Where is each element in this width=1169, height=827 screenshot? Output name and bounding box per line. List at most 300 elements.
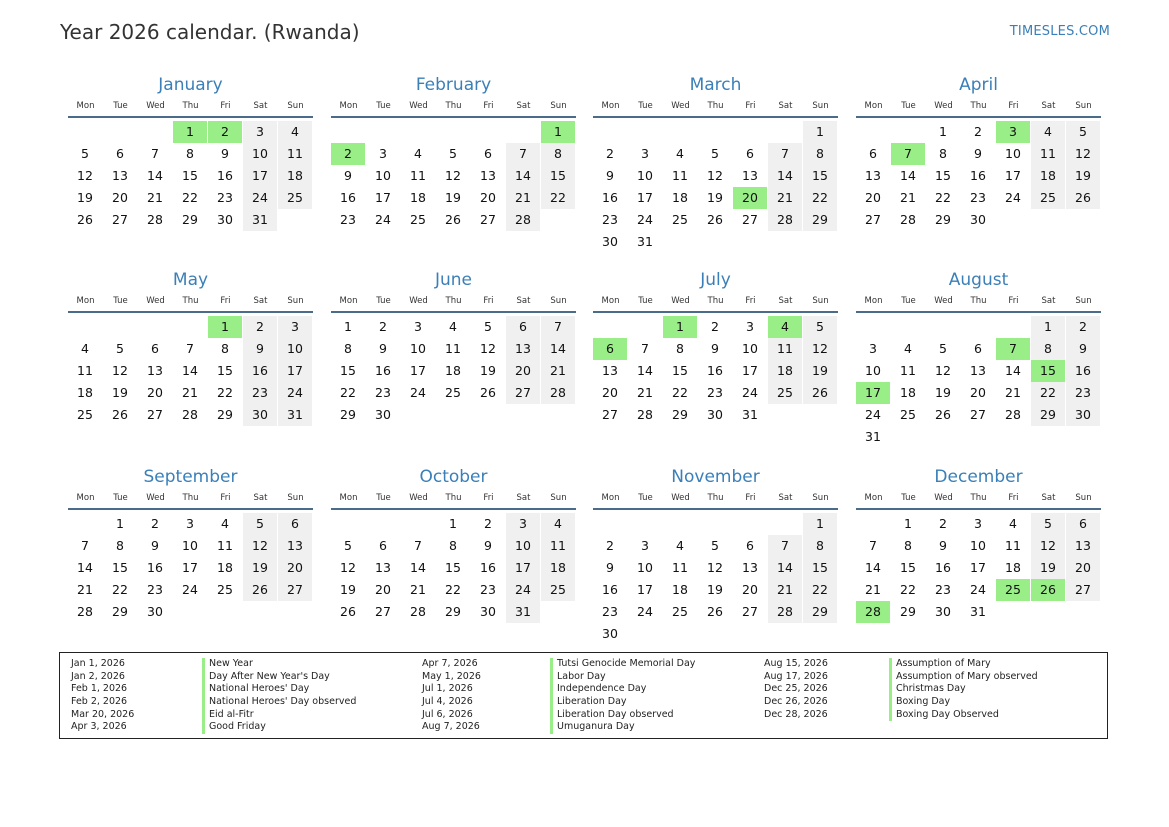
day-cell: 4 (414, 146, 422, 161)
day-cell: 10 (410, 341, 426, 356)
day-cell: 22 (900, 582, 916, 597)
month-october (331, 466, 576, 645)
month-september (68, 466, 313, 645)
day-cell: 22 (340, 385, 356, 400)
holiday-date: Dec 26, 2026 (764, 696, 828, 708)
holiday-date: Mar 20, 2026 (71, 708, 135, 720)
weekday-label: Tue (376, 101, 391, 111)
holiday-date: Dec 25, 2026 (764, 683, 828, 695)
day-cell: 16 (935, 560, 951, 575)
weekday-header (68, 491, 313, 505)
holiday-day-cell: 6 (593, 338, 627, 360)
holiday-date: Dec 28, 2026 (764, 708, 828, 720)
day-cell: 14 (506, 165, 540, 187)
weekday-label: Sun (287, 296, 304, 306)
day-cell: 17 (410, 363, 426, 378)
month-name: March (689, 75, 742, 95)
day-cell: 9 (1066, 338, 1100, 360)
holiday-names-column (550, 658, 695, 734)
holiday-day-cell: 15 (1031, 360, 1065, 382)
holiday-date: Jul 1, 2026 (422, 683, 473, 695)
weekday-label: Sun (550, 493, 567, 503)
holiday-dates-column (71, 658, 134, 734)
day-cell: 28 (637, 407, 653, 422)
day-cell: 2 (1066, 316, 1100, 338)
weekday-label: Tue (901, 101, 916, 111)
day-grid (68, 316, 313, 448)
day-cell: 11 (278, 143, 312, 165)
day-cell: 14 (768, 165, 802, 187)
day-cell: 27 (147, 407, 163, 422)
day-cell: 21 (410, 582, 426, 597)
month-december (856, 466, 1101, 645)
holiday-dates-column (422, 658, 481, 734)
day-cell: 13 (480, 168, 496, 183)
weekday-label: Sun (550, 101, 567, 111)
day-cell: 17 (506, 557, 540, 579)
day-cell: 5 (803, 316, 837, 338)
day-cell: 5 (81, 146, 89, 161)
day-cell: 20 (506, 360, 540, 382)
day-cell: 6 (974, 341, 982, 356)
weekday-label: Sun (1075, 296, 1092, 306)
holiday-name: Tutsi Genocide Memorial Day (550, 658, 695, 671)
day-cell: 13 (602, 363, 618, 378)
day-cell: 20 (602, 385, 618, 400)
day-cell: 25 (278, 187, 312, 209)
day-cell: 10 (637, 560, 653, 575)
day-cell: 15 (340, 363, 356, 378)
day-cell: 26 (1066, 187, 1100, 209)
day-cell: 18 (900, 385, 916, 400)
day-cell: 24 (243, 187, 277, 209)
weekday-label: Tue (376, 296, 391, 306)
day-cell: 25 (672, 604, 688, 619)
day-cell: 2 (606, 146, 614, 161)
weekday-header (856, 491, 1101, 505)
day-cell: 10 (182, 538, 198, 553)
day-cell: 26 (935, 407, 951, 422)
day-cell: 29 (182, 212, 198, 227)
day-cell: 1 (904, 516, 912, 531)
day-cell: 12 (77, 168, 93, 183)
holiday-day-cell: 2 (331, 143, 365, 165)
holiday-legend (59, 652, 1108, 739)
weekday-header (856, 99, 1101, 113)
holiday-date: Aug 7, 2026 (422, 721, 480, 733)
day-cell: 15 (803, 557, 837, 579)
weekday-label: Thu (445, 101, 462, 111)
holiday-day-cell: 25 (996, 579, 1030, 601)
weekday-label: Thu (707, 296, 724, 306)
day-cell: 31 (243, 209, 277, 231)
day-cell: 9 (344, 168, 352, 183)
month-divider (68, 116, 313, 118)
day-cell: 12 (340, 560, 356, 575)
holiday-day-cell: 26 (1031, 579, 1065, 601)
holiday-day-cell: 2 (208, 121, 242, 143)
weekday-label: Thu (182, 296, 199, 306)
day-cell: 15 (672, 363, 688, 378)
day-cell: 16 (1066, 360, 1100, 382)
day-cell: 23 (243, 382, 277, 404)
day-cell: 13 (112, 168, 128, 183)
day-cell: 3 (869, 341, 877, 356)
holiday-day-cell: 1 (663, 316, 697, 338)
day-cell: 13 (375, 560, 391, 575)
day-cell: 30 (602, 234, 618, 249)
day-cell: 19 (480, 363, 496, 378)
day-cell: 4 (541, 513, 575, 535)
day-cell: 19 (112, 385, 128, 400)
day-cell: 12 (707, 168, 723, 183)
day-cell: 22 (1031, 382, 1065, 404)
day-cell: 12 (480, 341, 496, 356)
day-cell: 6 (746, 146, 754, 161)
day-cell: 30 (707, 407, 723, 422)
month-divider (593, 508, 838, 510)
day-cell: 16 (707, 363, 723, 378)
weekday-label: Tue (376, 493, 391, 503)
day-cell: 14 (900, 168, 916, 183)
day-cell: 24 (637, 604, 653, 619)
day-cell: 4 (676, 538, 684, 553)
weekday-label: Sat (516, 101, 531, 111)
day-cell: 23 (602, 212, 618, 227)
day-cell: 24 (865, 407, 881, 422)
weekday-header (593, 99, 838, 113)
holiday-names-column (202, 658, 356, 734)
day-grid (593, 513, 838, 645)
day-cell: 1 (939, 124, 947, 139)
day-cell: 22 (182, 190, 198, 205)
day-cell: 1 (803, 121, 837, 143)
day-grid (856, 121, 1101, 253)
weekday-label: Mon (76, 296, 95, 306)
day-cell: 25 (445, 385, 461, 400)
day-grid (68, 513, 313, 645)
day-cell: 17 (742, 363, 758, 378)
day-cell: 30 (217, 212, 233, 227)
day-cell: 17 (637, 190, 653, 205)
day-cell: 19 (243, 557, 277, 579)
day-cell: 22 (803, 187, 837, 209)
day-cell: 4 (278, 121, 312, 143)
day-cell: 23 (217, 190, 233, 205)
day-cell: 2 (939, 516, 947, 531)
day-cell: 5 (711, 538, 719, 553)
day-cell: 30 (935, 604, 951, 619)
weekday-label: Fri (1008, 296, 1019, 306)
weekday-label: Fri (220, 493, 231, 503)
day-cell: 25 (217, 582, 233, 597)
month-divider (331, 116, 576, 118)
day-cell: 8 (186, 146, 194, 161)
day-cell: 27 (480, 212, 496, 227)
month-name: February (415, 75, 492, 95)
holiday-date: Jan 1, 2026 (71, 658, 125, 669)
weekday-label: Mon (601, 296, 620, 306)
month-divider (68, 311, 313, 313)
day-cell: 24 (742, 385, 758, 400)
month-divider (856, 508, 1101, 510)
day-cell: 28 (77, 604, 93, 619)
day-cell: 30 (375, 407, 391, 422)
day-cell: 8 (904, 538, 912, 553)
weekday-label: Sat (1041, 296, 1056, 306)
day-cell: 31 (506, 601, 540, 623)
day-cell: 27 (1066, 579, 1100, 601)
day-cell: 10 (243, 143, 277, 165)
day-cell: 8 (344, 341, 352, 356)
day-cell: 22 (803, 579, 837, 601)
day-cell: 8 (116, 538, 124, 553)
day-cell: 10 (1005, 146, 1021, 161)
day-cell: 21 (865, 582, 881, 597)
day-cell: 7 (768, 535, 802, 557)
day-cell: 28 (410, 604, 426, 619)
day-grid (593, 121, 838, 253)
month-november (593, 466, 838, 645)
day-cell: 16 (970, 168, 986, 183)
day-cell: 23 (375, 385, 391, 400)
month-february (331, 74, 576, 253)
weekday-label: Tue (638, 296, 653, 306)
day-cell: 24 (506, 579, 540, 601)
day-cell: 18 (1031, 165, 1065, 187)
weekday-label: Wed (671, 296, 690, 306)
day-cell: 2 (484, 516, 492, 531)
day-cell: 29 (672, 407, 688, 422)
day-cell: 12 (445, 168, 461, 183)
holiday-name: Christmas Day (889, 683, 1038, 696)
day-cell: 29 (112, 604, 128, 619)
weekday-label: Sat (253, 296, 268, 306)
month-july (593, 269, 838, 448)
day-cell: 3 (243, 121, 277, 143)
weekday-label: Wed (934, 493, 953, 503)
day-cell: 6 (278, 513, 312, 535)
day-cell: 7 (151, 146, 159, 161)
day-cell: 5 (711, 146, 719, 161)
holiday-dates-column (764, 658, 828, 721)
weekday-header (593, 294, 838, 308)
holiday-date: Feb 1, 2026 (71, 683, 128, 695)
holiday-day-cell: 1 (173, 121, 207, 143)
day-cell: 13 (742, 168, 758, 183)
day-cell: 10 (970, 538, 986, 553)
weekday-label: Sun (287, 493, 304, 503)
holiday-name: New Year (202, 658, 356, 671)
weekday-label: Fri (483, 101, 494, 111)
day-cell: 15 (935, 168, 951, 183)
day-cell: 2 (379, 319, 387, 334)
weekday-label: Fri (745, 101, 756, 111)
day-cell: 17 (243, 165, 277, 187)
day-cell: 25 (768, 382, 802, 404)
weekday-label: Sun (812, 493, 829, 503)
day-cell: 9 (151, 538, 159, 553)
site-link[interactable]: TIMESLES.COM (1009, 24, 1110, 39)
day-cell: 10 (865, 363, 881, 378)
weekday-label: Tue (113, 493, 128, 503)
weekday-label: Tue (638, 493, 653, 503)
day-cell: 25 (900, 407, 916, 422)
weekday-label: Fri (483, 296, 494, 306)
day-cell: 18 (410, 190, 426, 205)
day-cell: 11 (672, 560, 688, 575)
day-cell: 26 (707, 212, 723, 227)
day-cell: 29 (803, 601, 837, 623)
day-cell: 9 (221, 146, 229, 161)
day-cell: 29 (217, 407, 233, 422)
month-name: January (158, 75, 223, 95)
holiday-name: Eid al-Fitr (202, 709, 356, 722)
weekday-header (593, 491, 838, 505)
month-january (68, 74, 313, 253)
day-cell: 5 (939, 341, 947, 356)
weekday-label: Sat (778, 101, 793, 111)
weekday-label: Fri (1008, 101, 1019, 111)
day-cell: 17 (375, 190, 391, 205)
month-name: July (700, 270, 731, 290)
day-cell: 16 (147, 560, 163, 575)
day-cell: 24 (375, 212, 391, 227)
holiday-day-cell: 28 (856, 601, 890, 623)
day-cell: 12 (803, 338, 837, 360)
weekday-label: Thu (182, 101, 199, 111)
day-cell: 15 (541, 165, 575, 187)
day-cell: 17 (278, 360, 312, 382)
day-cell: 27 (602, 407, 618, 422)
day-cell: 9 (711, 341, 719, 356)
weekday-label: Tue (901, 493, 916, 503)
day-cell: 20 (278, 557, 312, 579)
day-cell: 15 (445, 560, 461, 575)
day-cell: 17 (637, 582, 653, 597)
day-cell: 21 (182, 385, 198, 400)
day-cell: 24 (182, 582, 198, 597)
day-cell: 4 (1009, 516, 1017, 531)
day-cell: 26 (243, 579, 277, 601)
day-cell: 12 (707, 560, 723, 575)
day-cell: 20 (865, 190, 881, 205)
holiday-day-cell: 7 (891, 143, 925, 165)
weekday-label: Fri (483, 493, 494, 503)
weekday-label: Fri (1008, 493, 1019, 503)
day-cell: 14 (637, 363, 653, 378)
day-cell: 19 (77, 190, 93, 205)
month-march (593, 74, 838, 253)
day-cell: 24 (970, 582, 986, 597)
weekday-label: Tue (113, 296, 128, 306)
day-cell: 10 (375, 168, 391, 183)
day-cell: 4 (676, 146, 684, 161)
weekday-label: Wed (934, 101, 953, 111)
weekday-label: Wed (146, 101, 165, 111)
day-cell: 20 (375, 582, 391, 597)
weekday-label: Sat (1041, 101, 1056, 111)
day-cell: 23 (147, 582, 163, 597)
weekday-label: Sat (253, 101, 268, 111)
day-cell: 1 (116, 516, 124, 531)
day-cell: 3 (278, 316, 312, 338)
day-cell: 12 (1031, 535, 1065, 557)
weekday-label: Wed (934, 296, 953, 306)
day-cell: 18 (768, 360, 802, 382)
day-cell: 5 (484, 319, 492, 334)
day-cell: 10 (637, 168, 653, 183)
day-cell: 4 (904, 341, 912, 356)
day-cell: 16 (217, 168, 233, 183)
holiday-date: Feb 2, 2026 (71, 696, 128, 708)
day-cell: 8 (221, 341, 229, 356)
day-cell: 29 (340, 407, 356, 422)
weekday-label: Wed (146, 493, 165, 503)
day-cell: 9 (484, 538, 492, 553)
day-cell: 22 (672, 385, 688, 400)
month-name: May (172, 270, 209, 290)
day-cell: 19 (935, 385, 951, 400)
weekday-label: Mon (601, 101, 620, 111)
day-cell: 27 (375, 604, 391, 619)
day-cell: 3 (186, 516, 194, 531)
day-cell: 14 (865, 560, 881, 575)
day-cell: 22 (445, 582, 461, 597)
day-cell: 4 (221, 516, 229, 531)
day-cell: 21 (77, 582, 93, 597)
day-cell: 7 (414, 538, 422, 553)
day-cell: 27 (506, 382, 540, 404)
holiday-day-cell: 20 (733, 187, 767, 209)
day-cell: 18 (672, 582, 688, 597)
day-cell: 31 (970, 604, 986, 619)
day-cell: 28 (900, 212, 916, 227)
day-cell: 19 (1031, 557, 1065, 579)
day-cell: 8 (803, 143, 837, 165)
day-grid (331, 316, 576, 448)
day-cell: 13 (742, 560, 758, 575)
day-cell: 15 (900, 560, 916, 575)
day-cell: 1 (449, 516, 457, 531)
holiday-name: Umuganura Day (550, 721, 695, 734)
day-cell: 27 (742, 212, 758, 227)
day-cell: 21 (900, 190, 916, 205)
day-cell: 1 (344, 319, 352, 334)
day-cell: 9 (379, 341, 387, 356)
day-cell: 28 (506, 209, 540, 231)
day-cell: 21 (768, 187, 802, 209)
day-cell: 14 (541, 338, 575, 360)
day-cell: 27 (970, 407, 986, 422)
day-cell: 30 (243, 404, 277, 426)
day-cell: 26 (77, 212, 93, 227)
weekday-header (331, 294, 576, 308)
day-cell: 7 (869, 538, 877, 553)
day-cell: 7 (186, 341, 194, 356)
day-cell: 14 (77, 560, 93, 575)
day-cell: 30 (970, 212, 986, 227)
day-cell: 27 (112, 212, 128, 227)
day-cell: 4 (1031, 121, 1065, 143)
holiday-name: National Heroes' Day observed (202, 696, 356, 709)
day-cell: 31 (742, 407, 758, 422)
day-cell: 12 (112, 363, 128, 378)
weekday-label: Tue (901, 296, 916, 306)
weekday-label: Mon (339, 493, 358, 503)
day-cell: 21 (637, 385, 653, 400)
day-cell: 20 (147, 385, 163, 400)
